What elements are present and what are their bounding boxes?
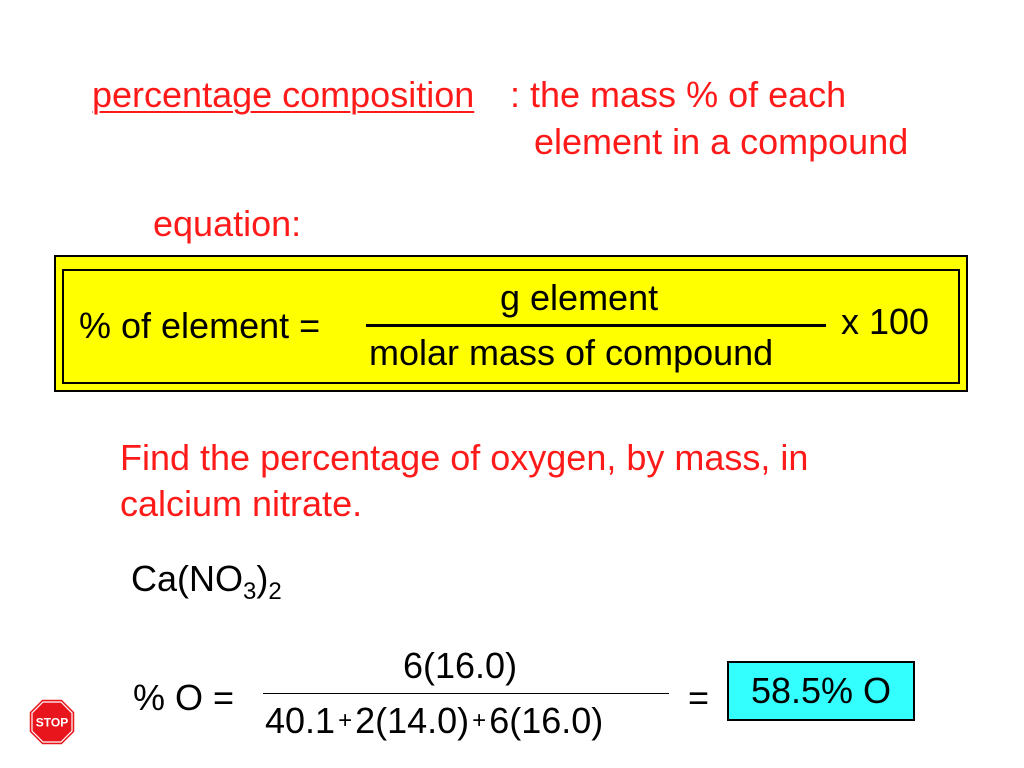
chemical-formula [131, 558, 282, 605]
stop-sign-icon[interactable] [28, 698, 76, 746]
calculation-numerator: 6(16.0) [403, 645, 518, 686]
equation-label: equation: [153, 203, 302, 244]
definition-term: percentage composition [92, 74, 475, 115]
equation-multiplier: x 100 [841, 301, 930, 342]
answer-box: 58.5% O [727, 661, 915, 721]
den-term2: 2(14.0) [355, 700, 470, 741]
formula-part1: Ca(NO [131, 558, 244, 599]
equation-denominator: molar mass of compound [369, 332, 774, 373]
calculation-lhs: % O = [133, 677, 235, 718]
stop-sign-label: STOP [35, 715, 69, 730]
formula-subscript1: 3 [243, 578, 257, 605]
calculation-denominator [265, 700, 603, 742]
definition-text-line1: : the mass % of each [510, 74, 847, 115]
formula-part2: ) [256, 558, 269, 599]
equation-lhs: % of element = [79, 305, 321, 346]
den-term1: 40.1 [265, 700, 336, 741]
formula-subscript2: 2 [268, 578, 282, 605]
den-plus1: + [338, 707, 353, 734]
problem-line2: calcium nitrate. [120, 483, 363, 524]
equation-fraction-bar [366, 324, 826, 327]
calculation-fraction-bar [263, 693, 669, 694]
equation-numerator: g element [500, 277, 659, 318]
calculation-equals: = [688, 677, 710, 718]
problem-line1: Find the percentage of oxygen, by mass, in [120, 437, 809, 478]
den-plus2: + [472, 707, 487, 734]
definition-text-line2: element in a compound [534, 121, 909, 162]
den-term3: 6(16.0) [489, 700, 604, 741]
